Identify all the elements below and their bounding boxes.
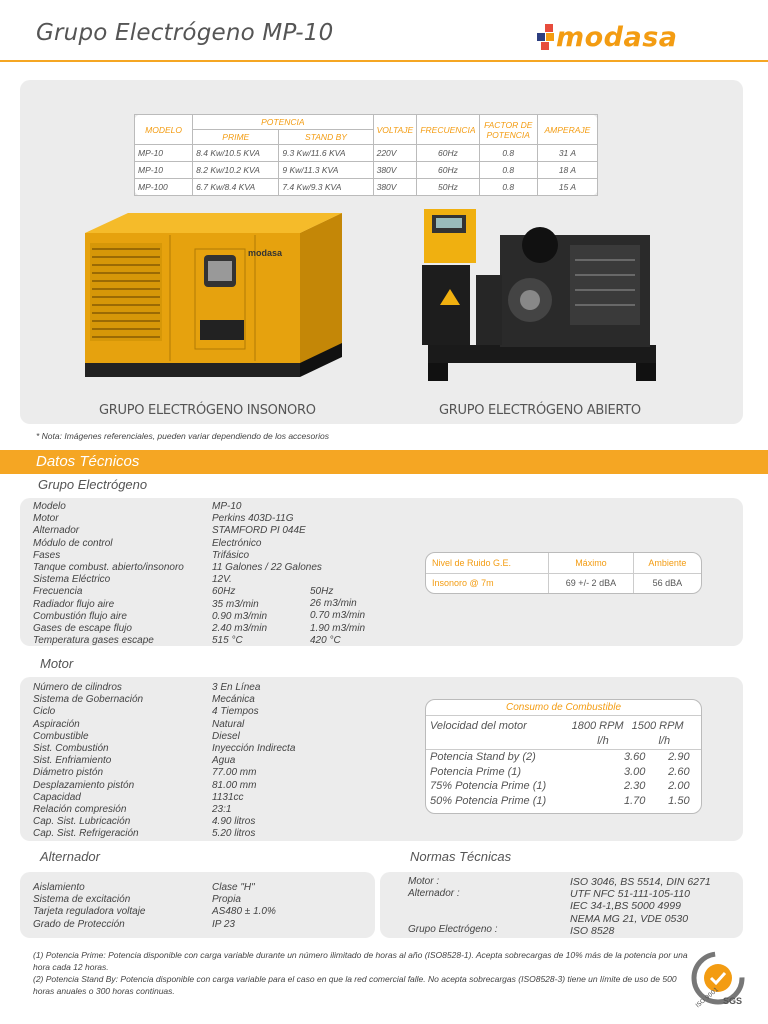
spec-label: Módulo de control: [33, 537, 113, 549]
brand-logo: modasa: [556, 22, 678, 53]
spec-value: 2.40 m3/min: [212, 623, 268, 635]
spec-value: Clase "H": [212, 882, 255, 893]
spec-label: Desplazamiento pistón: [33, 779, 135, 791]
spec-value: Propia: [212, 894, 241, 906]
header-divider: [0, 60, 768, 62]
generator-abierto-image: [420, 205, 660, 385]
consumo-value: 1.70: [623, 794, 646, 807]
cell: MP-10: [135, 162, 193, 179]
spec-label: Número de cilindros: [33, 682, 122, 693]
consumo-value: 3.00: [623, 765, 646, 778]
spec-label: Sist. Combustión: [33, 743, 109, 755]
cell: 0.8: [479, 145, 537, 162]
cell: 60Hz: [417, 145, 479, 162]
spec-value: Agua: [212, 755, 236, 767]
spec-value: Natural: [212, 718, 245, 730]
noise-amb-value: 56 dBA: [652, 578, 683, 589]
rpm-1500: 1500 RPM: [631, 720, 684, 732]
grupo-labels: [33, 501, 184, 647]
spec-label: Combustible: [33, 730, 89, 742]
spec-value: 5.20 litros: [212, 828, 256, 840]
generator-insonoro-image: [80, 205, 350, 385]
motor-section-title: Motor: [40, 656, 74, 671]
alternador-labels: [33, 882, 145, 931]
unit-1500: l/h: [658, 734, 671, 747]
cell: 60Hz: [417, 162, 479, 179]
spec-value: 1.90 m3/min: [310, 622, 366, 634]
normas-values: [570, 876, 711, 937]
cell: MP-100: [135, 179, 193, 196]
norma-value: ISO 3046, BS 5514, DIN 6271: [570, 876, 711, 888]
noise-box: [425, 552, 702, 594]
spec-value: 4.90 litros: [212, 816, 256, 828]
spec-value: 12V.: [212, 574, 232, 586]
spec-value: IP 23: [212, 918, 235, 930]
rpm-1800: 1800 RPM: [571, 720, 624, 732]
spec-label: Aspiración: [33, 718, 80, 730]
spec-label: Gases de escape flujo: [33, 623, 132, 635]
spec-label: Relación compresión: [33, 804, 127, 816]
noise-amb-label: Ambiente: [633, 553, 701, 573]
spec-value: 77.00 mm: [212, 767, 257, 779]
norma-value: ISO 8528: [570, 924, 615, 937]
spec-value: 11 Galones / 22 Galones: [212, 562, 322, 574]
cell: 8.4 Kw/10.5 KVA: [193, 145, 279, 162]
footnote-standby: (2) Potencia Stand By: Potencia disponible con carga variable para el caso en que la red comercial falle. No acepta sobrecargas (ISO8528-3) tiene un límite de uso de 500 horas anuales o 300 horas continuas.: [33, 974, 677, 996]
col-modelo: MODELO: [135, 115, 193, 145]
col-potencia: POTENCIA: [193, 115, 373, 130]
normas-section-title: Normas Técnicas: [410, 849, 512, 864]
cell: 7.4 Kw/9.3 KVA: [279, 179, 373, 196]
cell: 9.3 Kw/11.6 KVA: [279, 145, 373, 162]
spec-value: MP-10: [212, 501, 242, 512]
cell: 9 Kw/11.3 KVA: [279, 162, 373, 179]
spec-value: 50Hz: [310, 586, 334, 597]
spec-label: Tanque combust. abierto/insonoro: [33, 562, 184, 574]
grupo-section-title: Grupo Electrógeno: [38, 477, 148, 492]
spec-value: 4 Tiempos: [212, 706, 259, 718]
spec-value: Mecánica: [212, 694, 255, 706]
consumo-row: [426, 750, 701, 765]
cell: 6.7 Kw/8.4 KVA: [193, 179, 279, 196]
alternador-section-title: Alternador: [40, 849, 100, 864]
consumo-label: 75% Potencia Prime (1): [430, 780, 547, 792]
spec-label: Temperatura gases escape: [33, 635, 154, 647]
noise-max-value: 69 +/- 2 dBA: [549, 573, 634, 593]
spec-value: 0.90 m3/min: [212, 610, 268, 622]
noise-label-1: Nivel de Ruido G.E.: [426, 553, 549, 573]
consumo-label: 50% Potencia Prime (1): [430, 794, 547, 807]
spec-value: Perkins 403D-11G: [212, 513, 294, 525]
spec-label: Capacidad: [33, 791, 81, 803]
norma-value: IEC 34-1,BS 5000 4999: [570, 900, 681, 913]
spec-value: 23:1: [212, 804, 232, 816]
consumo-value: 2.30: [623, 780, 646, 792]
motor-values: [212, 682, 295, 841]
spec-label: Modelo: [33, 501, 66, 512]
table-row: [135, 179, 598, 196]
col-standby: STAND BY: [279, 130, 373, 145]
consumo-row: [426, 779, 701, 794]
spec-value: Electrónico: [212, 537, 262, 549]
spec-label: Fases: [33, 549, 61, 561]
consumo-value: 2.90: [668, 751, 690, 763]
cell: 380V: [373, 179, 417, 196]
noise-max-label: Máximo: [549, 553, 634, 573]
spec-label: Alternador: [33, 525, 80, 537]
iso-seal-text: ISO 9001: [694, 986, 721, 1010]
norma-value: NEMA MG 21, VDE 0530: [570, 912, 689, 925]
spec-value: 60Hz: [212, 586, 236, 598]
image-note: * Nota: Imágenes referenciales, pueden variar dependiendo de los accesorios: [36, 431, 329, 441]
cell: MP-10: [135, 145, 193, 162]
spec-label: Aislamiento: [33, 882, 85, 893]
spec-table: [134, 114, 598, 196]
spec-value: Diesel: [212, 730, 240, 742]
grupo-values: [212, 501, 322, 647]
consumo-box: [425, 699, 702, 814]
spec-value: 35 m3/min: [212, 598, 259, 610]
caption-insonoro: GRUPO ELECTRÓGENO INSONORO: [99, 403, 316, 418]
table-row: [135, 162, 598, 179]
col-prime: PRIME: [193, 130, 279, 145]
insonoro-panel-brand: modasa: [248, 248, 283, 258]
footnote-prime: (1) Potencia Prime: Potencia disponible con carga variable durante un número ilimitado de horas al año (ISO8528-1). Acepta sobrecargas de 10% más de la potencia por una hora cada 12 horas.: [33, 950, 688, 972]
spec-label: Sist. Enfriamiento: [33, 755, 112, 767]
cell: 15 A: [537, 179, 597, 196]
consumo-title: Consumo de Combustible: [426, 700, 701, 716]
cell: 220V: [373, 145, 417, 162]
normas-motor-label: Motor :: [408, 876, 440, 887]
sgs-label: SGS: [723, 996, 743, 1006]
cell: 0.8: [479, 162, 537, 179]
spec-label: Tarjeta reguladora voltaje: [33, 906, 146, 918]
consumo-value: 3.60: [623, 751, 646, 763]
motor-labels: [33, 682, 143, 841]
col-frecuencia: FRECUENCIA: [417, 115, 479, 145]
norma-value: UTF NFC 51-111-105-110: [570, 888, 691, 901]
velocidad-label: Velocidad del motor: [430, 720, 527, 732]
alternador-values: [212, 882, 276, 931]
spec-value: 1131cc: [212, 791, 244, 803]
consumo-row: [426, 794, 701, 809]
spec-value: 26 m3/min: [310, 598, 357, 610]
unit-1800: l/h: [597, 734, 609, 747]
consumo-value: 1.50: [668, 794, 690, 807]
spec-label: Ciclo: [33, 706, 56, 718]
spec-value: AS480 ± 1.0%: [212, 906, 276, 918]
cell: 380V: [373, 162, 417, 179]
cell: 8.2 Kw/10.2 KVA: [193, 162, 279, 179]
table-row: [135, 145, 598, 162]
spec-value: 515 °C: [212, 635, 243, 647]
cell: 18 A: [537, 162, 597, 179]
spec-value: Inyección Indirecta: [212, 743, 296, 755]
caption-abierto: GRUPO ELECTRÓGENO ABIERTO: [439, 403, 641, 418]
spec-label: Frecuencia: [33, 586, 83, 598]
spec-label: Sistema Eléctrico: [33, 574, 111, 586]
cell: 0.8: [479, 179, 537, 196]
datos-tecnicos-title: Datos Técnicos: [36, 453, 140, 470]
spec-value: 420 °C: [310, 634, 341, 646]
col-factor: FACTOR DE POTENCIA: [479, 115, 537, 145]
page-title: Grupo Electrógeno MP-10: [36, 20, 334, 46]
consumo-label: Potencia Stand by (2): [430, 751, 536, 763]
spec-value: 0.70 m3/min: [310, 610, 366, 622]
cell: 31 A: [537, 145, 597, 162]
spec-label: Sistema de excitación: [33, 894, 131, 906]
spec-label: Cap. Sist. Lubricación: [33, 816, 131, 828]
spec-label: Grado de Protección: [33, 918, 125, 930]
normas-alt-label: Alternador :: [408, 888, 460, 899]
spec-label: Radiador flujo aire: [33, 598, 115, 610]
spec-label: Combustión flujo aire: [33, 610, 127, 622]
consumo-value: 2.00: [668, 780, 690, 792]
spec-value: 81.00 mm: [212, 779, 257, 791]
spec-value: STAMFORD PI 044E: [212, 525, 306, 537]
spec-value: 3 En Línea: [212, 682, 261, 693]
col-amperaje: AMPERAJE: [537, 115, 597, 145]
normas-grupo-label: Grupo Electrógeno :: [408, 924, 498, 935]
consumo-label: Potencia Prime (1): [430, 765, 522, 778]
spec-label: Sistema de Gobernación: [33, 694, 144, 706]
noise-label-2: Insonoro @ 7m: [426, 573, 549, 593]
cell: 50Hz: [417, 179, 479, 196]
spec-label: Diámetro pistón: [33, 767, 104, 779]
spec-label: Motor: [33, 513, 59, 525]
grupo-values-50hz: [310, 586, 365, 647]
consumo-row: [426, 765, 701, 780]
spec-label: Cap. Sist. Refrigeración: [33, 828, 139, 840]
spec-value: Trifásico: [212, 549, 250, 561]
consumo-value: 2.60: [668, 765, 690, 778]
col-voltaje: VOLTAJE: [373, 115, 417, 145]
